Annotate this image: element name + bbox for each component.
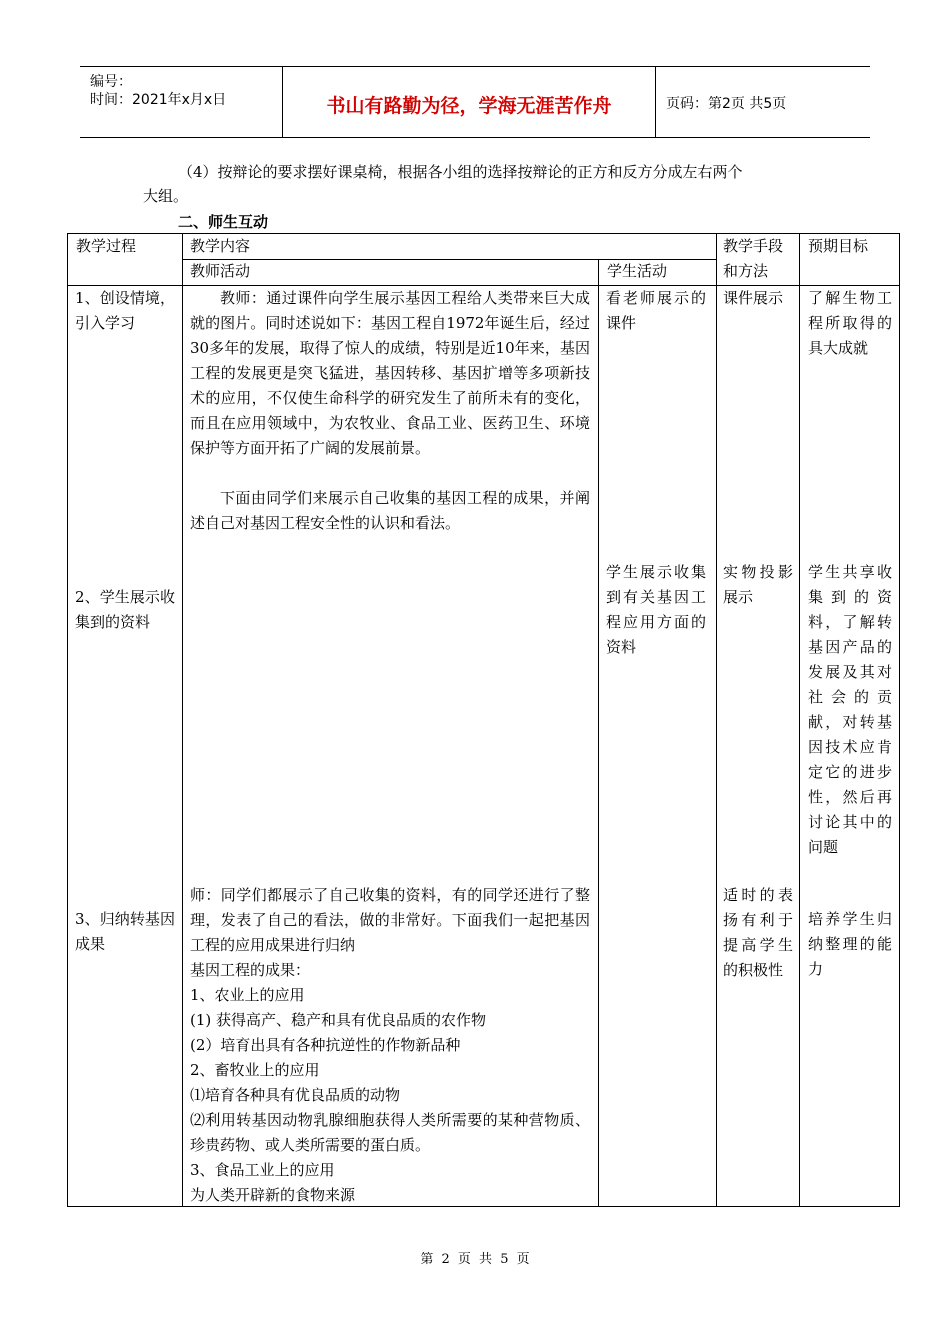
- table-left-border: [67, 233, 68, 1206]
- row2-student: 学生展示收集到有关基因工程应用方面的资料: [606, 563, 706, 656]
- header-motto-cell: [282, 67, 656, 137]
- row3-teacher-line: ⑴培育各种具有优良品质的动物: [190, 1086, 401, 1104]
- page-info: 页码：第2页 共5页: [666, 96, 787, 112]
- row3-teacher-line: 为人类开辟新的食物来源: [190, 1186, 356, 1204]
- table-right-border: [899, 233, 900, 1206]
- header-student: 学生活动: [607, 262, 668, 280]
- row1-teacher-para2: 下面由同学们来展示自己收集的基因工程的成果，并阐述自己对基因工程安全性的认识和看法。: [190, 489, 590, 532]
- date-line: 时间：2021年x月x日: [90, 92, 227, 108]
- prep-item4-line1: （4）按辩论的要求摆好课桌椅，根据各小组的选择按辩论的正方和反方分成左右两个: [178, 163, 743, 181]
- row3-process: 3、归纳转基因成果: [75, 910, 175, 953]
- row3-teacher-line: 3、食品工业上的应用: [190, 1161, 335, 1179]
- row1-teacher-para1: 教师：通过课件向学生展示基因工程给人类带来巨大成就的图片。同时述说如下：基因工程自1972年诞生后，经过30多年的发展，取得了惊人的成绩，特别是近10年来，基因工程的发展更是突飞猛进，基因转移、基因扩增等多项新技术的应用，不仅使生命科学的研究发生了前所未有的变化，而且在应用领域中，为农牧业、食品工业、医药卫生、环境保护等方面开拓了广阔的发展前景。: [190, 289, 590, 457]
- row1-goal: 了解生物工程所取得的具大成就: [808, 289, 892, 357]
- row3-teacher-line: (1) 获得高产、稳产和具有优良品质的农作物: [190, 1011, 487, 1029]
- row3-teacher-line: (2）培育出具有各种抗逆性的作物新品种: [190, 1036, 461, 1054]
- header-goal: 预期目标: [808, 237, 869, 255]
- row3-teacher-list: [190, 958, 590, 1208]
- row1-process: 1、创设情境，引入学习: [75, 289, 175, 332]
- row1-student: 看老师展示的课件: [606, 289, 706, 332]
- page-header: [80, 66, 870, 138]
- row3-goal: 培养学生归纳整理的能力: [808, 910, 892, 978]
- row3-teacher-line: 2、畜牧业上的应用: [190, 1061, 320, 1079]
- header-teacher: 教师活动: [190, 262, 251, 280]
- col-divider-4: [799, 233, 800, 1206]
- row2-means: 实物投影展示: [723, 563, 793, 606]
- header-content: 教学内容: [190, 237, 251, 255]
- header-process: 教学过程: [76, 237, 137, 255]
- row2-process: 2、学生展示收集到的资料: [75, 588, 175, 631]
- prep-item4-line2: 大组。: [143, 187, 189, 205]
- row3-teacher-line: ⑵利用转基因动物乳腺细胞获得人类所需要的某种营物质、珍贵药物、或人类所需要的蛋白质。: [190, 1111, 590, 1154]
- row1-means: 课件展示: [723, 289, 784, 307]
- header-means: 教学手段和方法: [723, 237, 784, 280]
- header-page-cell: [656, 67, 870, 137]
- col-divider-1: [182, 233, 183, 1206]
- serial-label: 编号：: [90, 74, 132, 90]
- row2-goal: 学生共享收集到的资料，了解转基因产品的发展及其对社会的贡献，对转基因技术应肯定它的进步性，然后再讨论其中的问题: [808, 563, 892, 856]
- col-divider-3: [716, 233, 717, 1206]
- section-title: 二、师生互动: [178, 213, 269, 231]
- row3-teacher-line: 基因工程的成果：: [190, 961, 311, 979]
- motto: 书山有路勤为径，学海无涯苦作舟: [326, 95, 612, 117]
- row3-teacher-line: 1、农业上的应用: [190, 986, 305, 1004]
- row3-means: 适时的表扬有利于提高学生的积极性: [723, 886, 793, 979]
- page-footer: 第 2 页 共 5 页: [420, 1252, 530, 1267]
- row3-teacher-intro: 师：同学们都展示了自己收集的资料，有的同学还进行了整理，发表了自己的看法，做的非常好。下面我们一起把基因工程的应用成果进行归纳: [190, 886, 590, 954]
- col-divider-2: [598, 259, 599, 1206]
- header-info-cell: [80, 67, 282, 137]
